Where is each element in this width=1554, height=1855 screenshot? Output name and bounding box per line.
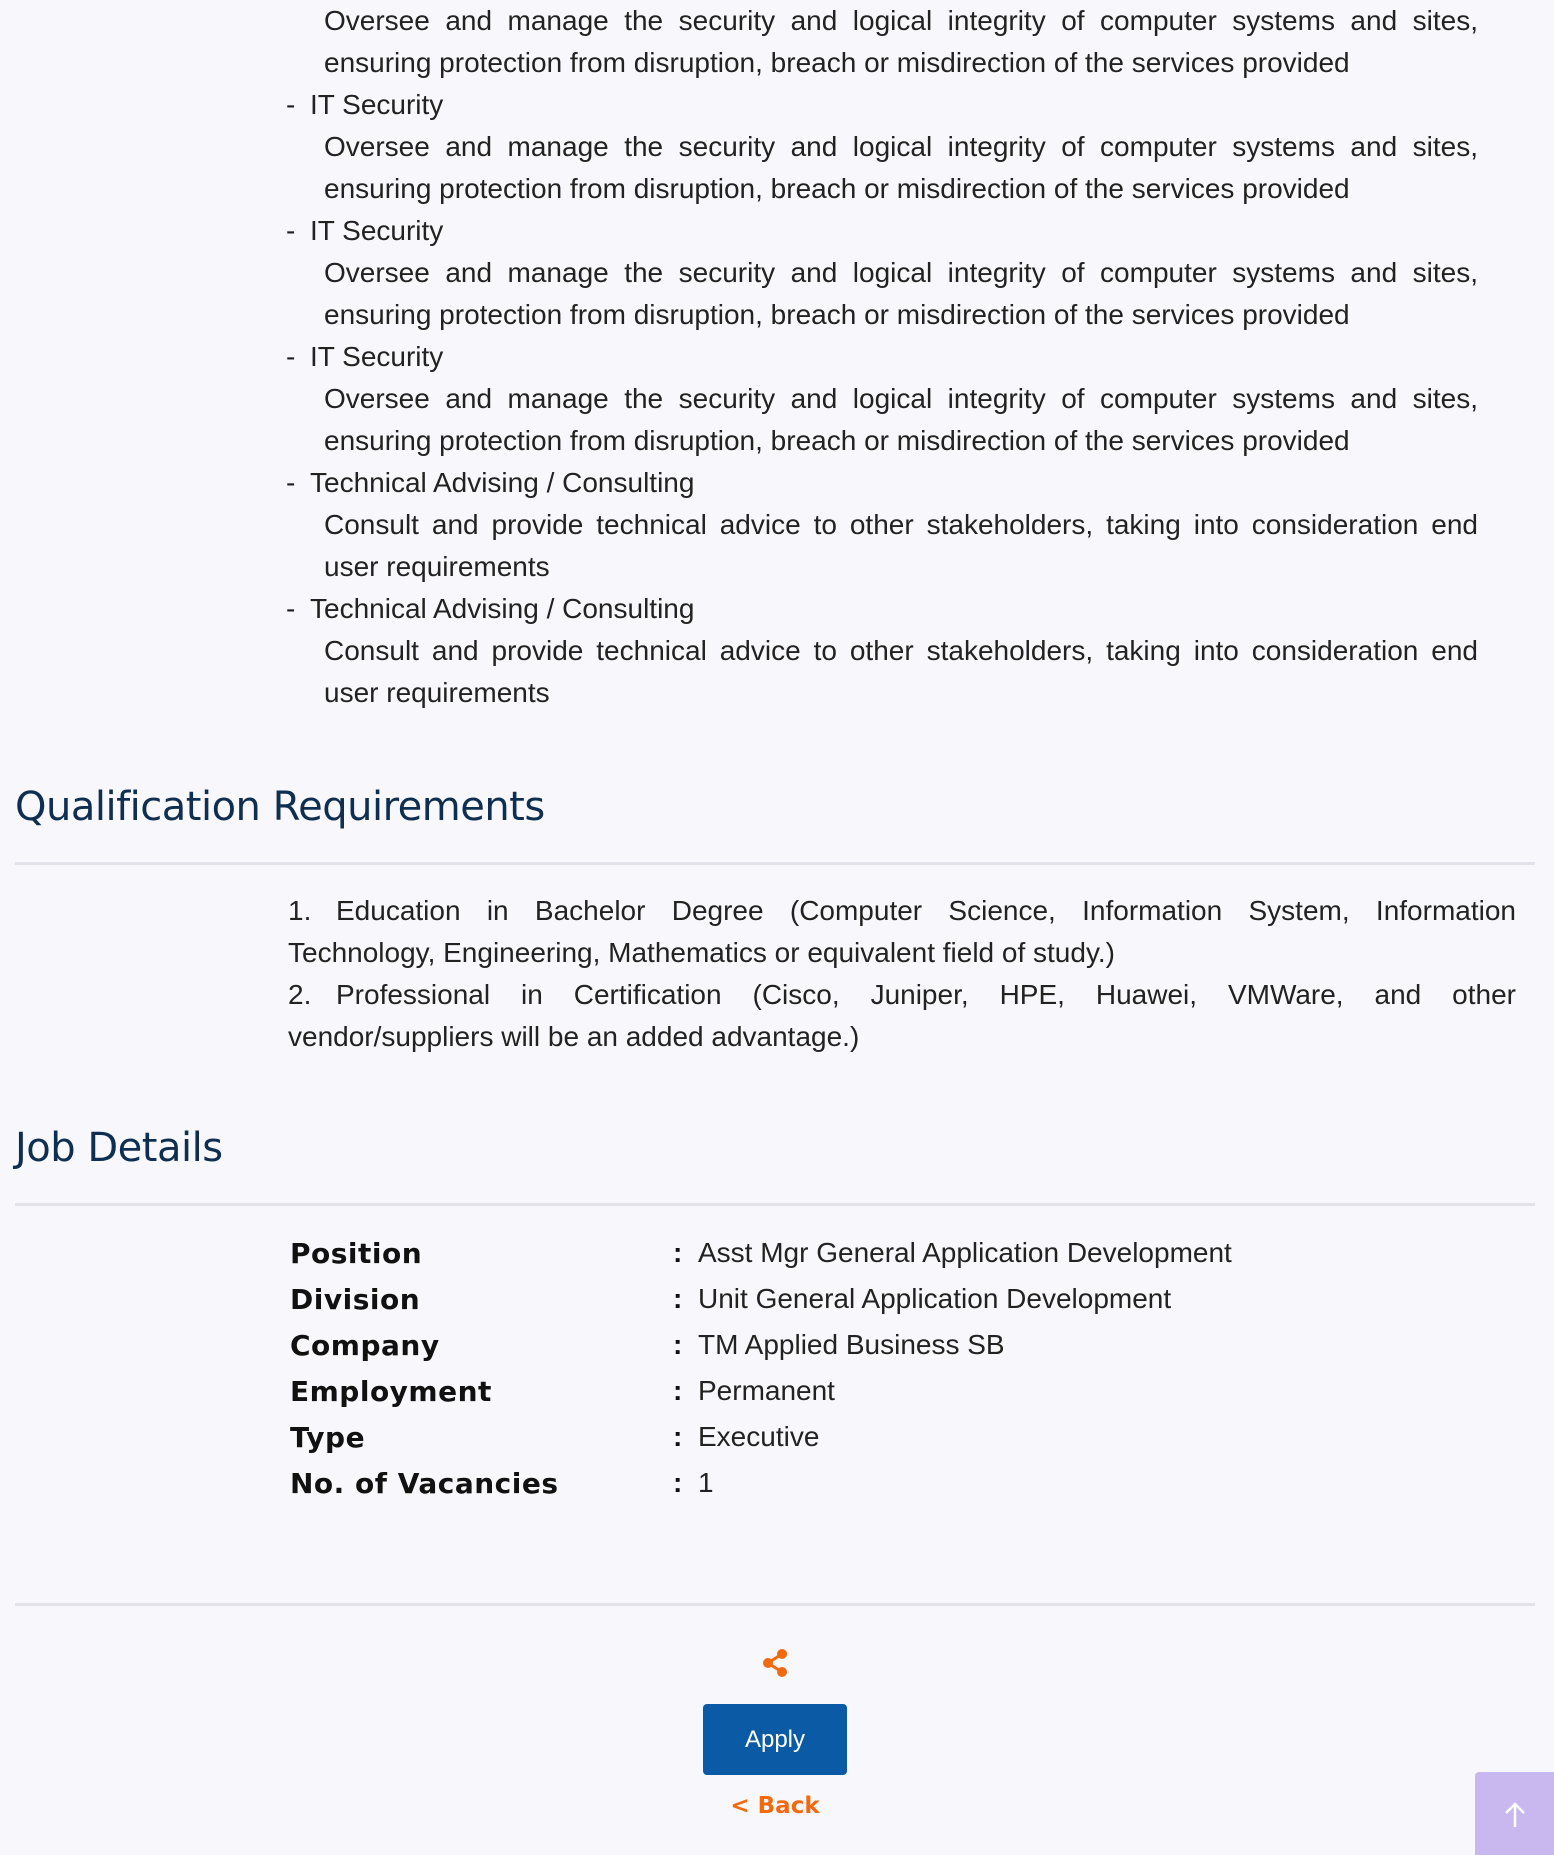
list-item [288, 890, 1516, 974]
responsibilities-list [286, 0, 1478, 714]
detail-label: Employment [290, 1374, 492, 1408]
detail-value: Unit General Application Development [698, 1283, 1172, 1314]
scroll-to-top-button[interactable] [1475, 1772, 1554, 1855]
qualification-heading: Qualification Requirements [15, 784, 545, 830]
detail-label: Division [290, 1282, 421, 1316]
arrow-up-icon [1500, 1800, 1530, 1830]
responsibility-title: IT Security [310, 215, 444, 246]
detail-value: Permanent [698, 1375, 835, 1406]
detail-separator: : [673, 1329, 683, 1360]
qualification-list [288, 890, 1516, 1058]
list-item [286, 210, 1478, 336]
detail-separator: : [673, 1283, 683, 1314]
footer-divider [15, 1603, 1535, 1606]
responsibility-description: Oversee and manage the security and logical integrity of computer systems and sites, ensuring protection from disruption, breach or misdirection of the services provided [324, 131, 1478, 204]
table-row [290, 1414, 1390, 1460]
detail-separator: : [673, 1421, 683, 1452]
table-row [290, 1276, 1390, 1322]
list-item [286, 588, 1478, 714]
list-item [286, 84, 1478, 210]
apply-button[interactable]: Apply [703, 1704, 847, 1775]
section-divider [15, 862, 1535, 865]
back-link[interactable]: < Back [730, 1793, 820, 1819]
responsibility-title: IT Security [310, 89, 444, 120]
responsibility-title: Technical Advising / Consulting [310, 467, 695, 498]
table-row [290, 1230, 1390, 1276]
responsibility-heading [286, 462, 1478, 504]
detail-label: Company [290, 1328, 440, 1362]
responsibility-description: Oversee and manage the security and logical integrity of computer systems and sites, ensuring protection from disruption, breach or misdirection of the services provided [324, 383, 1478, 456]
responsibility-description: Oversee and manage the security and logical integrity of computer systems and sites, ensuring protection from disruption, breach or misdirection of the services provided [324, 5, 1478, 78]
responsibility-title: Technical Advising / Consulting [310, 593, 695, 624]
detail-label: No. of Vacancies [290, 1466, 559, 1500]
list-item [286, 0, 1478, 84]
detail-separator: : [673, 1467, 683, 1498]
bullet-dash: - [286, 593, 296, 624]
detail-value: 1 [698, 1467, 714, 1498]
detail-label: Position [290, 1236, 423, 1270]
list-number: 2. [288, 979, 312, 1010]
list-item [288, 974, 1516, 1058]
detail-value: TM Applied Business SB [698, 1329, 1005, 1360]
list-item [286, 462, 1478, 588]
qualification-text: Education in Bachelor Degree (Computer Science, Information System, Information Technology, Engineering, Mathematics or equivalent field of study.) [288, 895, 1516, 968]
job-details-table [290, 1230, 1390, 1506]
detail-value: Asst Mgr General Application Development [698, 1237, 1232, 1268]
job-details-heading: Job Details [15, 1125, 223, 1171]
responsibility-heading [286, 84, 1478, 126]
bullet-dash: - [286, 341, 296, 372]
detail-separator: : [673, 1375, 683, 1406]
responsibility-heading [286, 210, 1478, 252]
bullet-dash: - [286, 215, 296, 246]
responsibility-heading [286, 588, 1478, 630]
detail-separator: : [673, 1237, 683, 1268]
bullet-dash: - [286, 467, 296, 498]
responsibility-description: Oversee and manage the security and logical integrity of computer systems and sites, ensuring protection from disruption, breach or misdirection of the services provided [324, 257, 1478, 330]
responsibility-description: Consult and provide technical advice to other stakeholders, taking into consideration end user requirements [324, 635, 1478, 708]
section-divider [15, 1203, 1535, 1206]
detail-value: Executive [698, 1421, 820, 1452]
list-number: 1. [288, 895, 312, 926]
table-row [290, 1460, 1390, 1506]
responsibility-title: IT Security [310, 341, 444, 372]
responsibility-description: Consult and provide technical advice to other stakeholders, taking into consideration end user requirements [324, 509, 1478, 582]
list-item [286, 336, 1478, 462]
detail-label: Type [290, 1420, 366, 1454]
bullet-dash: - [286, 89, 296, 120]
responsibility-heading [286, 336, 1478, 378]
qualification-text: Professional in Certification (Cisco, Juniper, HPE, Huawei, VMWare, and other vendor/suppliers will be an added advantage.) [288, 979, 1516, 1052]
table-row [290, 1368, 1390, 1414]
share-icon[interactable] [760, 1648, 790, 1678]
table-row [290, 1322, 1390, 1368]
